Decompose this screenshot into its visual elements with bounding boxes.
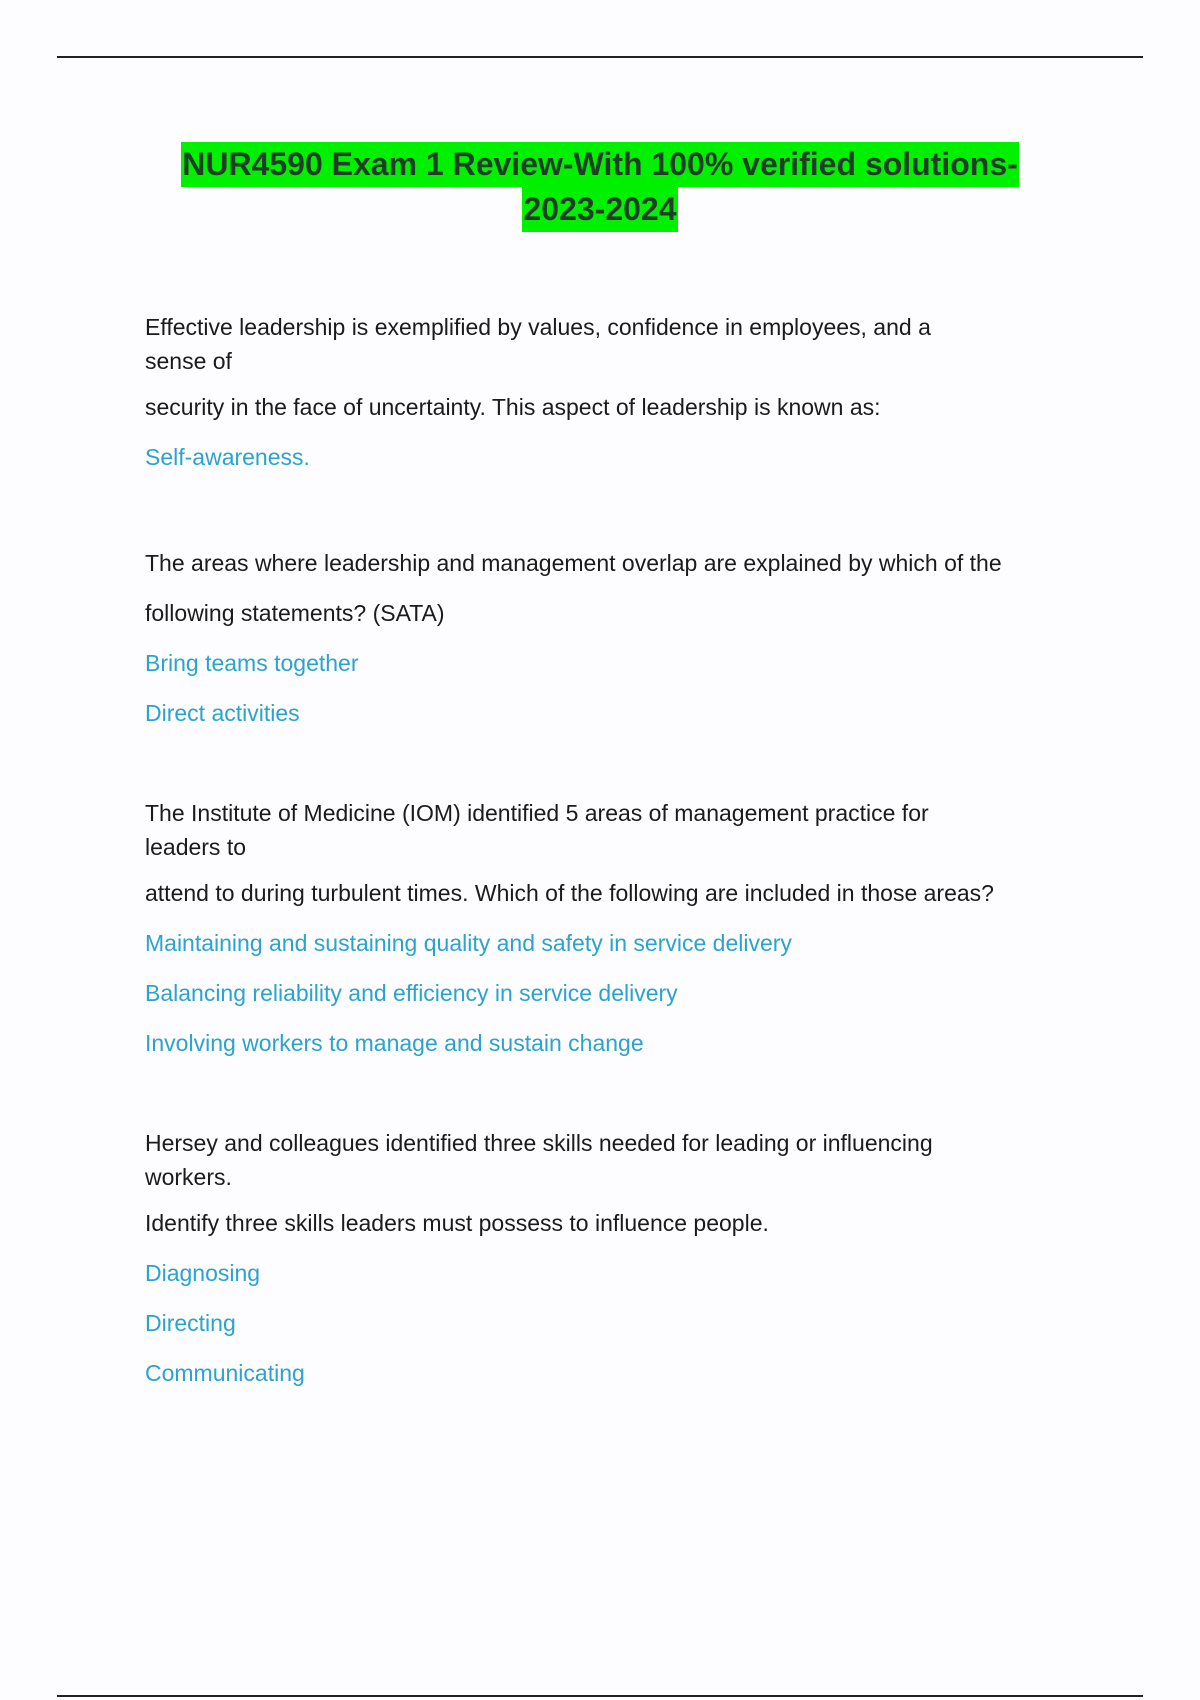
answer-text: Direct activities	[145, 700, 300, 726]
document-title	[0, 142, 1200, 232]
answer-text: Self-awareness.	[145, 444, 310, 470]
question-text: Identify three skills leaders must possess to influence people.	[145, 1210, 769, 1236]
document-body	[145, 310, 1065, 1406]
answer-text: Maintaining and sustaining quality and safety in service delivery	[145, 930, 792, 956]
question-text: The areas where leadership and management overlap are explained by which of the	[145, 550, 1002, 576]
question-block-4	[145, 1126, 1065, 1390]
answer-text: Balancing reliability and efficiency in service delivery	[145, 980, 678, 1006]
title-line-1: NUR4590 Exam 1 Review-With 100% verified solutions-	[181, 142, 1019, 187]
answer-text: Directing	[145, 1310, 236, 1336]
answer-text: Bring teams together	[145, 650, 359, 676]
top-rule	[57, 56, 1143, 58]
title-line-2: 2023-2024	[522, 187, 677, 232]
question-block-1	[145, 310, 1065, 474]
bottom-rule	[57, 1695, 1143, 1697]
answer-text: Communicating	[145, 1360, 305, 1386]
answer-text: Involving workers to manage and sustain change	[145, 1030, 644, 1056]
question-text: Hersey and colleagues identified three skills needed for leading or influencing workers.	[145, 1130, 933, 1190]
question-text: The Institute of Medicine (IOM) identified 5 areas of management practice for leaders to	[145, 800, 929, 860]
answer-text: Diagnosing	[145, 1260, 261, 1286]
question-text: attend to during turbulent times. Which of the following are included in those areas?	[145, 880, 994, 906]
question-block-2	[145, 546, 1065, 730]
question-text: following statements? (SATA)	[145, 600, 445, 626]
question-block-3	[145, 796, 1065, 1060]
question-text: security in the face of uncertainty. This aspect of leadership is known as:	[145, 394, 881, 420]
question-text: Effective leadership is exemplified by values, confidence in employees, and a sense of	[145, 314, 931, 374]
